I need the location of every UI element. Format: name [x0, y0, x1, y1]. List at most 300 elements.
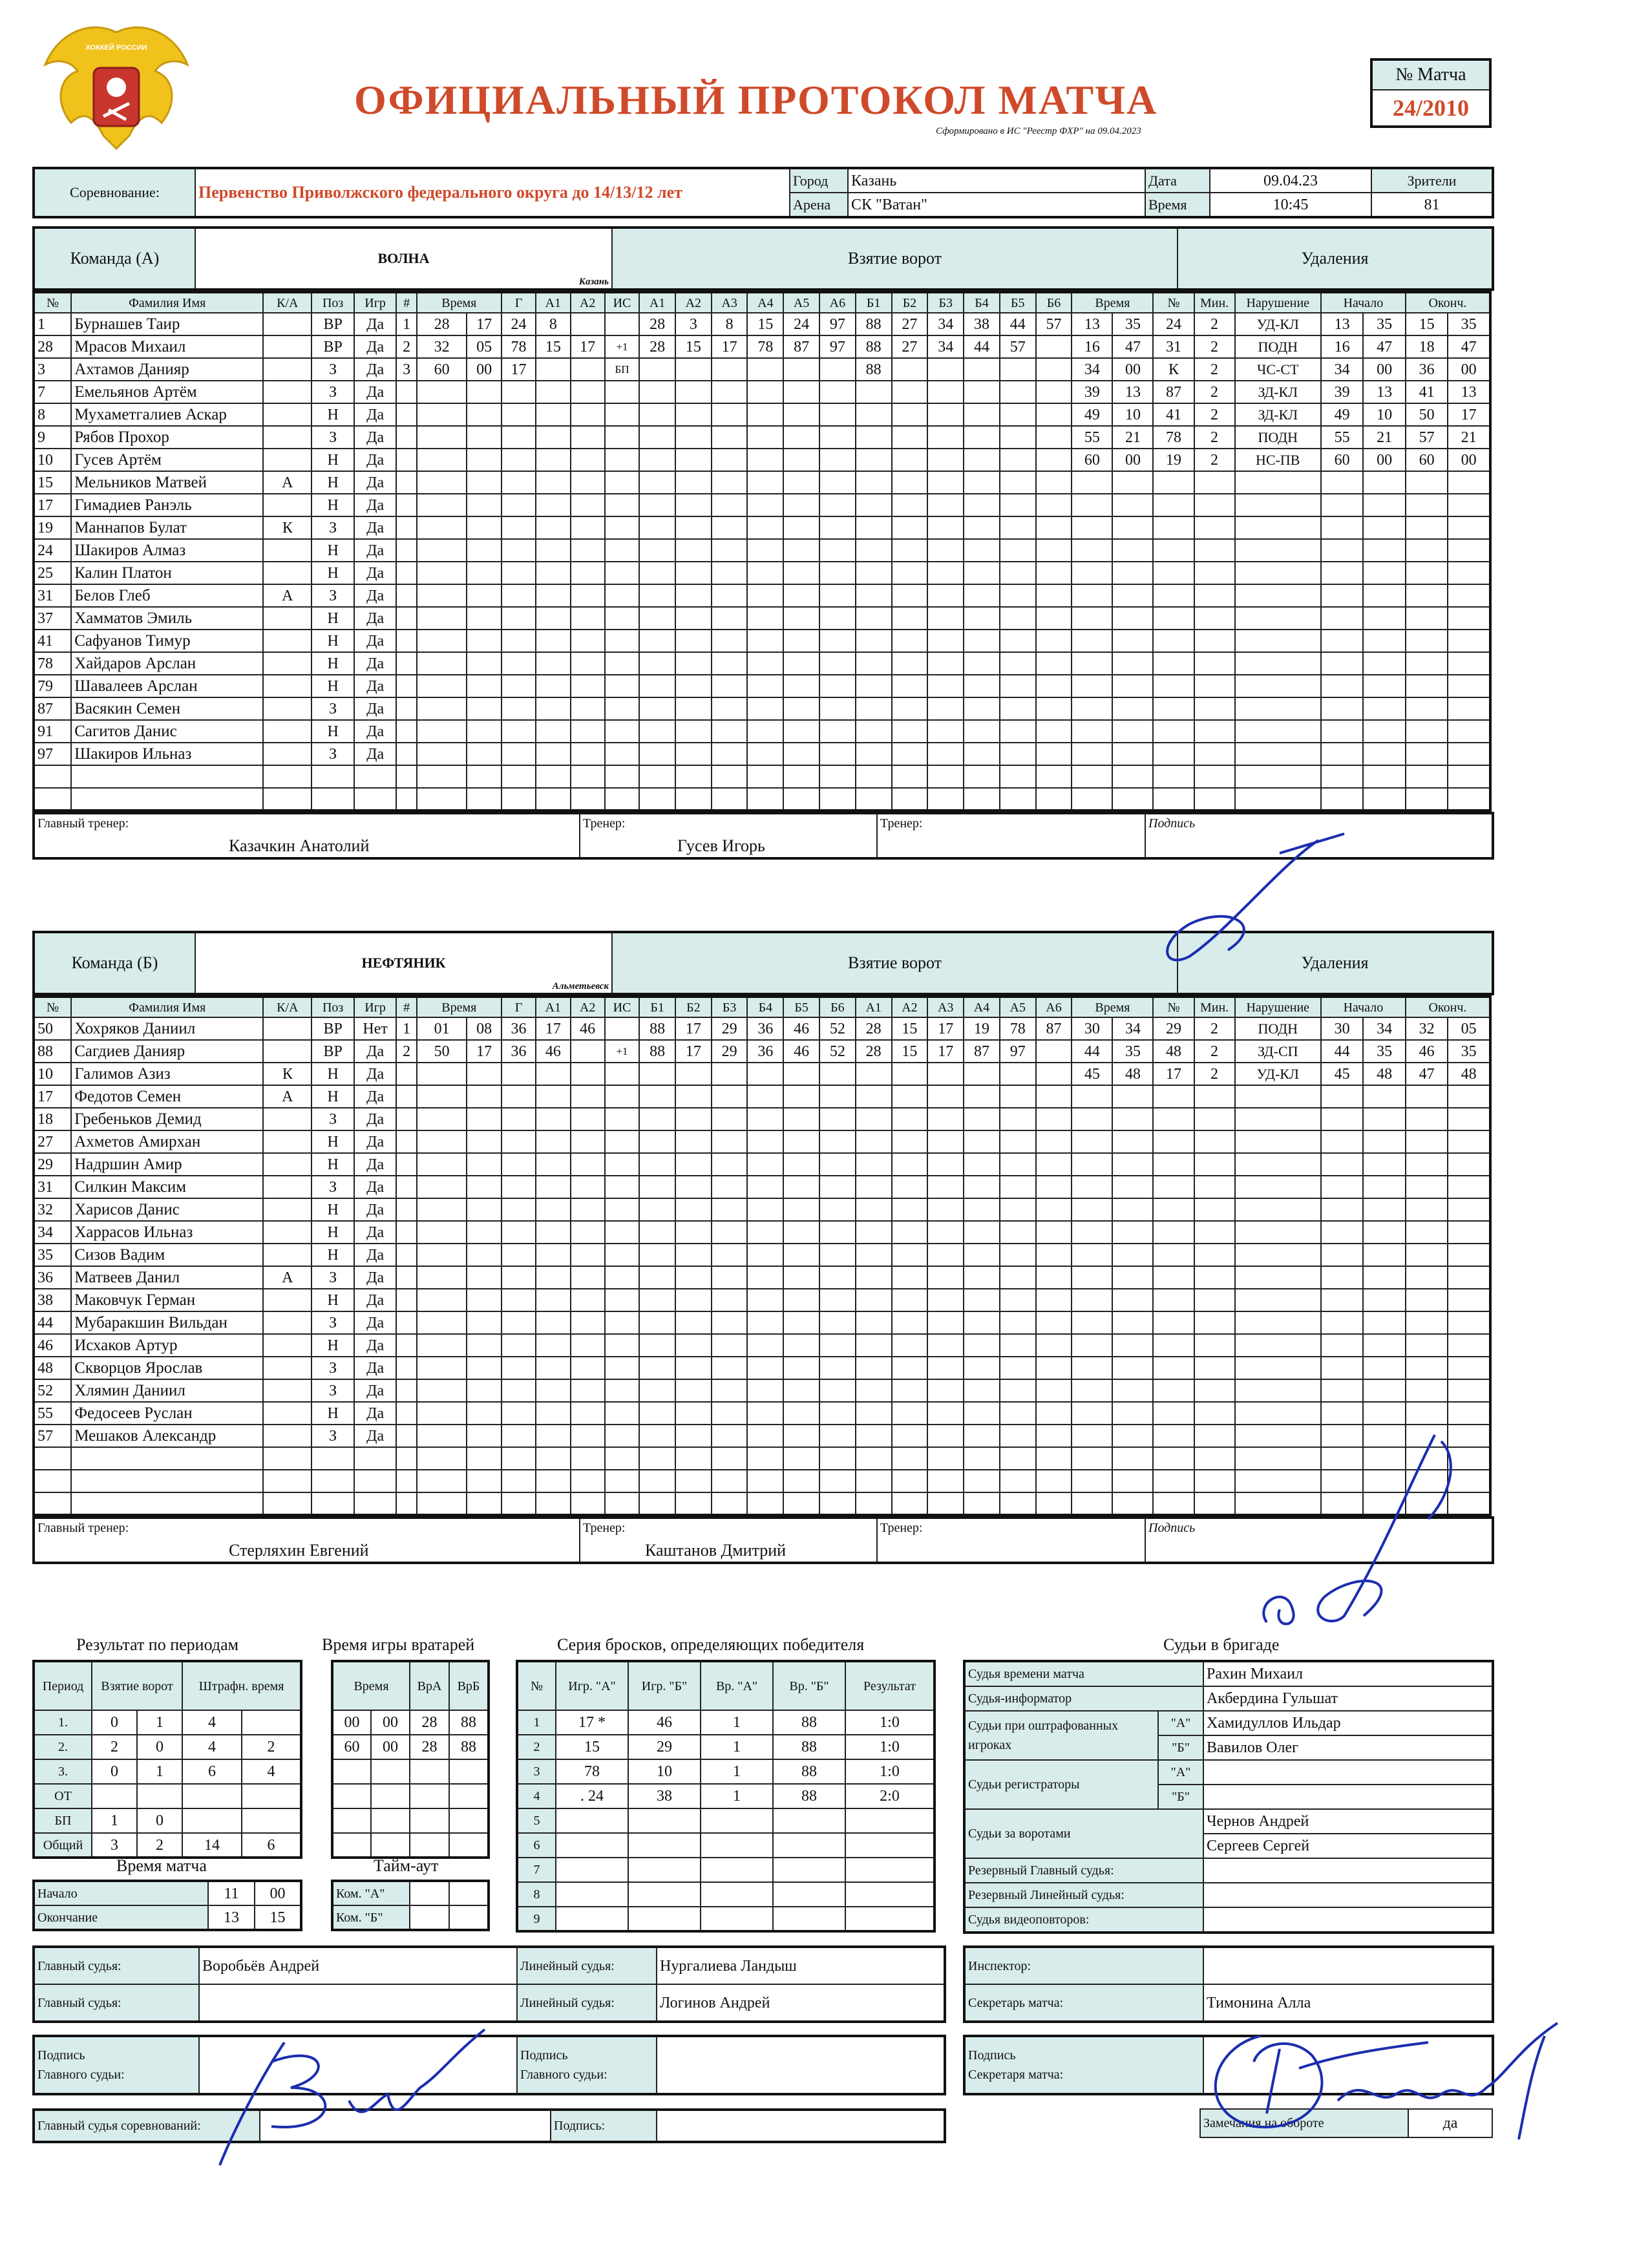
pen-end-min: 57	[1406, 426, 1448, 449]
player-number	[34, 788, 71, 811]
pen-empty	[1072, 1379, 1112, 1402]
goal-empty	[783, 652, 819, 675]
player-position: З	[312, 516, 354, 539]
col-pen-end: Оконч.	[1406, 292, 1490, 313]
reserve-main-label: Резервный Главный судья:	[964, 1858, 1203, 1883]
goal-scorer: 36	[502, 1040, 536, 1063]
pen-empty	[1153, 788, 1194, 811]
onice-opp: 78	[1000, 1017, 1036, 1040]
goal-empty	[605, 1085, 639, 1108]
pen-empty	[1153, 1425, 1194, 1447]
col-onice-opp-2: Б3	[927, 292, 964, 313]
pen-empty	[1363, 516, 1405, 539]
goal-empty	[712, 1221, 748, 1244]
goal-assist-2	[571, 1040, 605, 1063]
team-b-head-coach: Стерляхин Евгений	[229, 1541, 369, 1560]
goal-empty	[856, 1402, 892, 1425]
pen-empty	[1072, 1470, 1112, 1492]
col-onice-own-4: Б5	[783, 997, 819, 1017]
goal-empty	[819, 697, 856, 720]
pen-min: 45	[1072, 1063, 1112, 1085]
goal-empty	[1000, 584, 1036, 607]
goalie-value: 00	[332, 1710, 371, 1735]
team-a-coach: Гусев Игорь	[677, 836, 765, 855]
goal-empty	[639, 1198, 675, 1221]
player-position	[312, 765, 354, 788]
pen-empty	[1194, 494, 1235, 516]
goal-empty	[675, 1063, 712, 1085]
player-played: Да	[354, 1085, 396, 1108]
goal-empty	[783, 1244, 819, 1266]
goal-empty	[783, 1289, 819, 1311]
col-pen-min: Мин.	[1194, 997, 1235, 1017]
player-number: 15	[34, 471, 71, 494]
pen-empty	[1072, 539, 1112, 562]
goal-empty	[927, 562, 964, 584]
goal-empty	[502, 1289, 536, 1311]
pen-empty	[1194, 1108, 1235, 1130]
goal-empty	[417, 1425, 467, 1447]
goal-empty	[675, 1130, 712, 1153]
goal-empty	[712, 539, 748, 562]
shootout-value: 9	[517, 1907, 556, 1931]
shootout-table	[516, 1660, 936, 1933]
player-name	[71, 1447, 263, 1470]
pen-empty	[1072, 675, 1112, 697]
goal-empty	[396, 449, 417, 471]
shootout-value: 46	[628, 1710, 701, 1735]
goalie-time-col: Время	[332, 1661, 410, 1710]
coach2-label: Тренер:	[880, 1521, 923, 1535]
goal-empty	[1036, 494, 1072, 516]
goal-empty	[964, 1176, 1000, 1198]
goal-assist-2	[571, 313, 605, 335]
player-name: Надршин Амир	[71, 1153, 263, 1176]
pen-empty	[1112, 652, 1153, 675]
player-captain	[263, 1040, 312, 1063]
col-pen-start: Начало	[1321, 292, 1406, 313]
player-number: 91	[34, 720, 71, 743]
col-onice-own-3: Б4	[747, 997, 783, 1017]
col-goal-2: Г	[502, 292, 536, 313]
pen-empty	[1072, 1266, 1112, 1289]
goal-min: 50	[417, 1040, 467, 1063]
goal-scorer: 78	[502, 335, 536, 358]
goal-empty	[747, 1402, 783, 1425]
player-number: 19	[34, 516, 71, 539]
goal-empty	[747, 788, 783, 811]
goal-empty	[819, 1130, 856, 1153]
goal-empty	[783, 516, 819, 539]
goal-empty	[396, 1447, 417, 1470]
goal-empty	[396, 426, 417, 449]
col-onice-opp-4: Б5	[1000, 292, 1036, 313]
player-number: 18	[34, 1108, 71, 1130]
pen-empty	[1112, 1492, 1153, 1515]
onice-own: 17	[712, 335, 748, 358]
table-row	[517, 1858, 935, 1882]
goalie-value	[449, 1784, 489, 1808]
goal-empty	[396, 1492, 417, 1515]
goalie-value	[410, 1784, 449, 1808]
goal-empty	[1036, 1311, 1072, 1334]
player-position: Н	[312, 720, 354, 743]
player-played: Да	[354, 1311, 396, 1334]
goal-empty	[417, 1130, 467, 1153]
pen-empty	[1321, 1085, 1363, 1108]
goal-empty	[892, 607, 928, 630]
spectators-value: 81	[1371, 193, 1493, 217]
goal-assist-1: 15	[536, 335, 570, 358]
goal-empty	[605, 607, 639, 630]
player-number: 97	[34, 743, 71, 765]
onice-opp: 88	[856, 358, 892, 381]
pen-empty	[1406, 1085, 1448, 1108]
col-onice-opp-3: А4	[964, 997, 1000, 1017]
goal-empty	[819, 1447, 856, 1470]
col-pen-violation: Нарушение	[1235, 292, 1321, 313]
goal-empty	[856, 1130, 892, 1153]
goal-empty	[964, 403, 1000, 426]
pen-min: 16	[1072, 335, 1112, 358]
player-captain	[263, 1289, 312, 1311]
pen-empty	[1153, 675, 1194, 697]
page-title: ОФИЦИАЛЬНЫЙ ПРОТОКОЛ МАТЧА	[354, 77, 1158, 123]
pen-empty	[1363, 765, 1405, 788]
col-onice-own-2: Б3	[712, 997, 748, 1017]
onice-opp	[927, 358, 964, 381]
pen-empty	[1448, 607, 1490, 630]
player-position: З	[312, 381, 354, 403]
goal-empty	[927, 1221, 964, 1244]
player-played: Да	[354, 381, 396, 403]
onice-opp: 34	[927, 313, 964, 335]
goal-empty	[502, 765, 536, 788]
player-name: Шакиров Ильназ	[71, 743, 263, 765]
pen-empty	[1153, 1492, 1194, 1515]
goal-empty	[964, 1221, 1000, 1244]
competition-label: Соревнование:	[34, 168, 195, 217]
goal-empty	[856, 630, 892, 652]
goal-empty	[856, 449, 892, 471]
goal-empty	[571, 1334, 605, 1357]
col-captain: К/А	[263, 997, 312, 1017]
pen-empty	[1363, 584, 1405, 607]
goal-empty	[712, 449, 748, 471]
goal-empty	[783, 1085, 819, 1108]
table-row	[34, 1153, 1490, 1176]
shootout-value	[701, 1833, 773, 1858]
player-position	[312, 788, 354, 811]
player-number: 28	[34, 335, 71, 358]
player-name: Силкин Максим	[71, 1176, 263, 1198]
player-played: Да	[354, 697, 396, 720]
goal-empty	[675, 1244, 712, 1266]
goal-empty	[605, 1221, 639, 1244]
pen-empty	[1321, 1198, 1363, 1221]
pen-start-sec: 13	[1363, 381, 1405, 403]
player-name	[71, 1470, 263, 1492]
goal-empty	[1000, 607, 1036, 630]
player-captain	[263, 1108, 312, 1130]
goal-assist-2: 17	[571, 335, 605, 358]
goal-empty	[536, 1108, 570, 1130]
col-goal-4: А2	[571, 997, 605, 1017]
pen-end-sec: 21	[1448, 426, 1490, 449]
goal-empty	[964, 426, 1000, 449]
col-goal-3: А1	[536, 997, 570, 1017]
player-name: Мельников Матвей	[71, 471, 263, 494]
player-name	[71, 788, 263, 811]
goal-empty	[1036, 1063, 1072, 1085]
goal-empty	[856, 584, 892, 607]
pen-empty	[1072, 1244, 1112, 1266]
goal-empty	[675, 697, 712, 720]
pen-empty	[1321, 539, 1363, 562]
table-row	[34, 1311, 1490, 1334]
player-number: 37	[34, 607, 71, 630]
pen-empty	[1363, 743, 1405, 765]
goal-empty	[417, 471, 467, 494]
goal-empty	[502, 1311, 536, 1334]
goal-empty	[892, 630, 928, 652]
goal-empty	[571, 1266, 605, 1289]
goal-empty	[927, 1108, 964, 1130]
goal-empty	[856, 403, 892, 426]
onice-opp: 34	[927, 335, 964, 358]
goal-empty	[747, 1198, 783, 1221]
goal-empty	[605, 697, 639, 720]
match-time-title: Время матча	[116, 1856, 207, 1875]
player-number: 1	[34, 313, 71, 335]
onice-own: 78	[747, 335, 783, 358]
player-name: Ахметов Амирхан	[71, 1130, 263, 1153]
goal-empty	[396, 403, 417, 426]
player-number: 46	[34, 1334, 71, 1357]
goal-empty	[819, 743, 856, 765]
goal-empty	[571, 1244, 605, 1266]
goal-empty	[605, 1289, 639, 1311]
pen-empty	[1112, 607, 1153, 630]
pen-violation: УД-КЛ	[1235, 313, 1321, 335]
goal-scorer: 17	[502, 358, 536, 381]
player-played: Да	[354, 1379, 396, 1402]
shootout-value: 5	[517, 1808, 556, 1833]
goal-empty	[571, 697, 605, 720]
player-captain	[263, 1334, 312, 1357]
pen-empty	[1235, 471, 1321, 494]
pen-empty	[1153, 652, 1194, 675]
player-captain	[263, 652, 312, 675]
goal-empty	[712, 1244, 748, 1266]
goal-empty	[571, 1176, 605, 1198]
player-played: Да	[354, 1198, 396, 1221]
onice-own	[712, 358, 748, 381]
goal-empty	[964, 720, 1000, 743]
col-position: Поз	[312, 997, 354, 1017]
goal-empty	[927, 471, 964, 494]
pen-empty	[1235, 720, 1321, 743]
pen-empty	[1112, 1425, 1153, 1447]
goal-empty	[571, 1085, 605, 1108]
goal-empty	[396, 1108, 417, 1130]
pen-empty	[1363, 652, 1405, 675]
goal-empty	[605, 1198, 639, 1221]
pen-empty	[1321, 607, 1363, 630]
goal-empty	[396, 381, 417, 403]
team-b-name-text: НЕФТЯНИК	[361, 955, 446, 971]
goal-empty	[396, 652, 417, 675]
pen-player: 17	[1153, 1063, 1194, 1085]
goal-empty	[927, 630, 964, 652]
pen-empty	[1194, 675, 1235, 697]
player-played: Да	[354, 562, 396, 584]
period-value: 14	[182, 1833, 242, 1858]
player-number: 27	[34, 1130, 71, 1153]
player-position: Н	[312, 449, 354, 471]
period-value	[242, 1784, 301, 1808]
player-name: Ахтамов Данияр	[71, 358, 263, 381]
goal-empty	[819, 1063, 856, 1085]
goal-empty	[396, 720, 417, 743]
goal-empty	[819, 1085, 856, 1108]
table-row	[34, 1289, 1490, 1311]
player-captain	[263, 313, 312, 335]
player-name: Бурнашев Таир	[71, 313, 263, 335]
timeout-b-label: Ком. "Б"	[332, 1905, 410, 1930]
player-name: Сагитов Данис	[71, 720, 263, 743]
goal-empty	[639, 743, 675, 765]
match-start-h: 11	[208, 1881, 255, 1905]
reserve-line-label: Резервный Линейный судья:	[964, 1883, 1203, 1907]
goal-empty	[1036, 1379, 1072, 1402]
player-played: Да	[354, 1153, 396, 1176]
goal-empty	[819, 403, 856, 426]
goal-empty	[819, 1221, 856, 1244]
pen-empty	[1112, 788, 1153, 811]
pen-empty	[1448, 1244, 1490, 1266]
goal-empty	[747, 1379, 783, 1402]
pen-empty	[1072, 1402, 1112, 1425]
pen-minutes: 2	[1194, 1063, 1235, 1085]
pen-min: 55	[1072, 426, 1112, 449]
secretary: Тимонина Алла	[1203, 1984, 1493, 2022]
player-captain	[263, 494, 312, 516]
shootout-value: 4	[517, 1784, 556, 1808]
goal-empty	[605, 1447, 639, 1470]
goal-empty	[712, 1492, 748, 1515]
pen-end-sec: 47	[1448, 335, 1490, 358]
onice-opp: 17	[927, 1017, 964, 1040]
goal-empty	[892, 426, 928, 449]
onice-own: 28	[639, 335, 675, 358]
goal-empty	[639, 562, 675, 584]
pen-empty	[1321, 1266, 1363, 1289]
player-name: Маковчук Герман	[71, 1289, 263, 1311]
pen-empty	[1112, 1153, 1153, 1176]
pen-start-sec: 35	[1363, 1040, 1405, 1063]
col-onice-own-1: Б2	[675, 997, 712, 1017]
goal-empty	[783, 449, 819, 471]
goalie-value	[332, 1759, 371, 1784]
player-captain	[263, 697, 312, 720]
pen-empty	[1072, 765, 1112, 788]
pen-empty	[1153, 1153, 1194, 1176]
pen-empty	[1363, 1176, 1405, 1198]
goal-empty	[675, 449, 712, 471]
goal-empty	[571, 607, 605, 630]
goal-empty	[675, 1289, 712, 1311]
goal-empty	[783, 584, 819, 607]
onice-own: 15	[747, 313, 783, 335]
pen-empty	[1153, 1085, 1194, 1108]
onice-opp: 27	[892, 335, 928, 358]
goal-assist-1: 17	[536, 1017, 570, 1040]
pen-empty	[1072, 1311, 1112, 1334]
goal-empty	[417, 1085, 467, 1108]
player-name: Исхаков Артур	[71, 1334, 263, 1357]
table-row	[34, 494, 1490, 516]
period-value: 4	[182, 1735, 242, 1759]
player-played: Да	[354, 1221, 396, 1244]
pen-empty	[1321, 1334, 1363, 1357]
col-played: Игр	[354, 997, 396, 1017]
player-captain: А	[263, 471, 312, 494]
table-row	[34, 765, 1490, 788]
pen-empty	[1321, 494, 1363, 516]
goal-empty	[856, 562, 892, 584]
registrar-a-tag: "А"	[1158, 1760, 1203, 1785]
goal-empty	[747, 1470, 783, 1492]
goalie-value: 88	[449, 1710, 489, 1735]
period-value: 3	[92, 1833, 137, 1858]
goal-empty	[964, 652, 1000, 675]
goal-empty	[927, 1425, 964, 1447]
shootout-value	[773, 1808, 845, 1833]
goal-empty	[964, 539, 1000, 562]
goal-empty	[964, 1311, 1000, 1334]
goal-empty	[1000, 1198, 1036, 1221]
shootout-value: 3	[517, 1759, 556, 1784]
goal-empty	[675, 1470, 712, 1492]
pen-player: 29	[1153, 1017, 1194, 1040]
goal-empty	[536, 675, 570, 697]
goal-empty	[605, 788, 639, 811]
goalie-value	[449, 1808, 489, 1833]
goalie-time-title: Время игры вратарей	[322, 1635, 475, 1654]
pen-end-min: 47	[1406, 1063, 1448, 1085]
goal-empty	[536, 1176, 570, 1198]
goal-empty	[712, 1266, 748, 1289]
pen-empty	[1321, 584, 1363, 607]
team-a-coach2-cell	[877, 813, 1145, 858]
goal-empty	[502, 1085, 536, 1108]
pen-empty	[1194, 1289, 1235, 1311]
goal-empty	[605, 1108, 639, 1130]
col-pen-player: №	[1153, 292, 1194, 313]
arena-label: Арена	[790, 193, 848, 217]
player-played	[354, 1470, 396, 1492]
player-number: 31	[34, 1176, 71, 1198]
pen-empty	[1194, 1402, 1235, 1425]
pen-empty	[1448, 1153, 1490, 1176]
goal-empty	[639, 1425, 675, 1447]
pen-minutes: 2	[1194, 358, 1235, 381]
goal-empty	[747, 630, 783, 652]
goal-empty	[675, 426, 712, 449]
player-played: Да	[354, 652, 396, 675]
goal-empty	[417, 426, 467, 449]
